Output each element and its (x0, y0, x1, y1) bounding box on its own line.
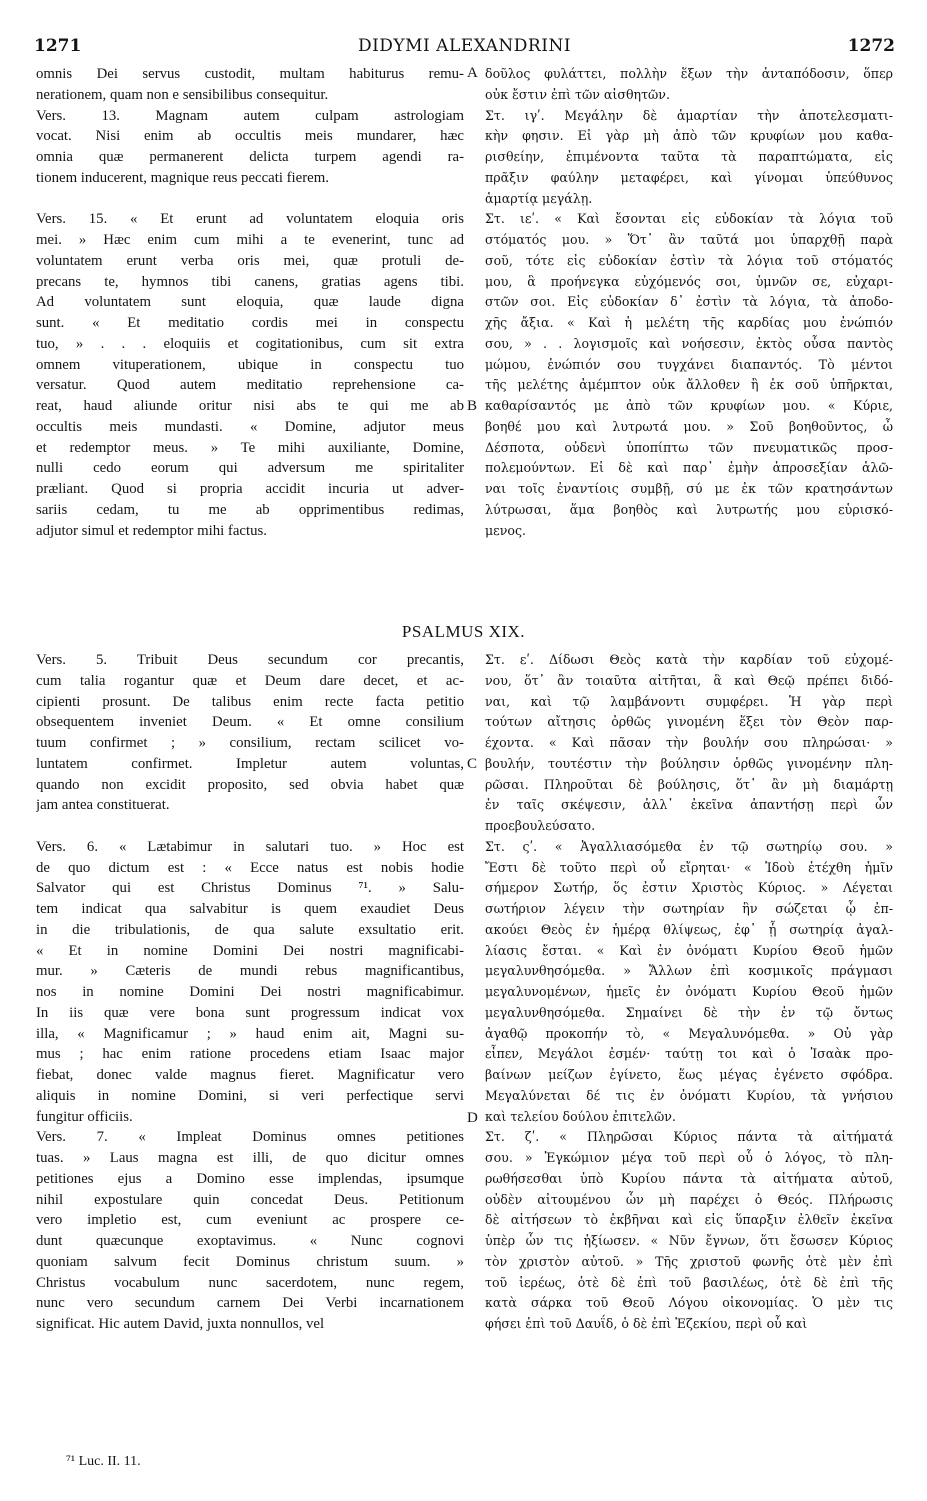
text-line: nerationem, quam non e sensibilibus consequitur. (36, 86, 329, 103)
margin-letter-d: D (467, 1110, 478, 1126)
text-line: luntatem confirmet. Impletur autem voluntas, (36, 755, 464, 772)
text-line: jam antea constituerat. (36, 797, 170, 814)
text-line: occultis meis mundasti. « Domine, adjutor meus (36, 418, 464, 435)
text-line: δοῦλος φυλάττει, πολλὴν ἕξων τὴν ἀνταπόδοσιν, ὅπερ (485, 66, 893, 81)
text-line: Στ. ςʹ. « Ἀγαλλιασόμεθα ἐν τῷ σωτηρίῳ σου. » (485, 838, 893, 854)
text-line: quando non excidit proposito, sed obvia habet quæ (36, 776, 464, 793)
text-line: λίασις ἔσται. « Καὶ ἐν ὀνόματι Κυρίου Θεοῦ ἡμῶν (485, 942, 893, 958)
text-line: σήμερον Σωτήρ, ὅς ἐστιν Χριστὸς Κύριος. » Λέγεται (485, 880, 893, 896)
text-line: In iis quæ vere bona sunt progressum indicat vox (36, 1004, 464, 1021)
text-line: « Et in nomine Domini Dei nostri magnificabi- (36, 942, 464, 959)
text-line: illa, « Magnificamur ; » haud enim ait, Magni su- (36, 1025, 464, 1042)
text-line: τούτων αἴτησις ὀρθῶς γινομένη ἕξει τὸν Θεὸν παρ- (485, 714, 893, 730)
text-line: nulli cedo eorum qui adversum me spiritaliter (36, 460, 464, 477)
text-line: φήσει ἐπὶ τοῦ Δαυΐδ, ὁ δὲ ἐπὶ Ἐζεκίου, περὶ οὗ καὶ (485, 1316, 808, 1331)
text-line: εἶπεν, Μεγάλοι ἐσμέν· ταύτῃ τοι καὶ ὁ Ἰσαὰκ προ- (485, 1046, 893, 1062)
text-line: ρισθείην, ἐπιμένοντα ταῦτα τὰ παραπτώματα, εἰς (485, 149, 893, 164)
text-line: petitiones ejus a Domino esse implendas, ipsumque (36, 1170, 464, 1187)
text-line: significat. Hic autem David, juxta nonnullos, vel (36, 1316, 325, 1332)
text-line: Ἔστι δὲ τοῦτο περὶ οὗ εἴρηται· « Ἰδοὺ ἐτέχθη ἡμῖν (485, 859, 893, 875)
text-line: sariis cedam, tu me ab opprimentibus redimas, (36, 501, 464, 518)
text-line: Ad voluntatem sunt eloquia, quæ laude digna (36, 294, 464, 311)
text-line (36, 816, 464, 837)
greek-column-bottom (485, 650, 893, 1335)
text-line: fiebat, donec valde magnus fieret. Magnificatur vero (36, 1067, 464, 1083)
text-line: Vers. 5. Tribuit Deus secundum cor precantis, (36, 652, 464, 668)
text-line: fungitur officiis. (36, 1108, 133, 1125)
text-line: omnis Dei servus custodit, multam habiturus remu- (36, 66, 464, 82)
text-line: ναι, καὶ τῷ λαμβάνοντι συμφέρει. Ἡ γὰρ περὶ (485, 693, 893, 709)
margin-letter-b: B (467, 398, 478, 414)
text-line: Στ. ιεʹ. « Καὶ ἔσονται εἰς εὐδοκίαν τὰ λόγια τοῦ (485, 211, 893, 227)
text-line: nos in nomine Domini Dei nostri magnificabimur. (36, 984, 464, 1000)
text-line: νου, ὅτ᾽ ἂν τοιαῦτα αἰτῆται, ἃ καὶ Θεῷ πρέπει διδό- (485, 672, 893, 688)
text-line: omnia quæ permanerent delicta turpem agendi ra- (36, 149, 464, 165)
text-line: καθαρίσαντός με ἀπὸ τῶν κρυφίων μου. « Κύριε, (485, 398, 893, 413)
text-line: σοῦ, τότε εἰς εὐδοκίαν ἐστὶν τὰ λόγια τοῦ στόματός (485, 252, 893, 268)
text-line: στῶν σοι. Εἰς εὐδοκίαν δ᾽ ἐστὶν τὰ λόγια, τὰ ἀποδο- (485, 294, 893, 310)
text-line: ακούει Θεὸς ἐν ἡμέρᾳ θλίψεως, ἐφ᾽ ᾗ σωτηρίᾳ ἀγαλ- (485, 921, 893, 937)
text-line: μενος. (485, 522, 527, 538)
page-number-left: 1271 (34, 36, 82, 56)
text-line: ρῶσαι. Πληροῦται δὲ βούλησις, ὅτ᾽ ἂν μὴ διαμάρτῃ (485, 776, 893, 792)
text-line: βαίνων μείζων ἐγίνετο, ἕως μέγας ἐγένετο σφόδρα. (485, 1067, 893, 1082)
margin-letter-c: C (467, 756, 478, 772)
text-line: Δέσποτα, οὐδενὶ ὑποπίπτω τῶν πνευματικῶς προσ- (485, 439, 893, 455)
text-line: cipienti prosunt. De talibus enim recte facta petitio (36, 693, 464, 710)
text-line: mur. » Cæteris de mundi rebus magnificantibus, (36, 963, 464, 980)
footnote: ⁷¹ Luc. II. 11. (66, 1454, 141, 1469)
text-line: οὐδὲν αἰτουμένου ὧν μὴ παρέχει ὁ Θεός. Πλήρωσις (485, 1191, 893, 1207)
text-line: præliant. Quod si propria accidit incuria ut adver- (36, 481, 464, 497)
latin-column-top (36, 64, 464, 541)
text-line: vero impletio est, cum eveniunt ac prospere ce- (36, 1212, 464, 1229)
text-line: mei. » Hæc enim cum mihi a te evenerint, tunc ad (36, 232, 464, 248)
text-line: σωτήριον λέγειν τὴν σωτηρίαν ἣν σώζεται ᾧ ἐπ- (485, 901, 893, 916)
text-line: versatur. Quod autem meditatio reprehensione ca- (36, 377, 464, 394)
greek-column-top (485, 64, 893, 541)
text-line: κατὰ σάρκα τοῦ Θεοῦ Λόγου οἰκονομίας. Ὁ μὲν τις (485, 1295, 893, 1311)
text-line: τὸν χριστὸν αὐτοῦ. » Τῆς χριστοῦ φωνῆς ὁτὲ μὲν ἐπὶ (485, 1253, 893, 1269)
text-line: Vers. 7. « Impleat Dominus omnes petitiones (36, 1129, 464, 1146)
text-line: μώμου, ἐνώπιόν σου τυγχάνει διαπαντός. Τὸ μέντοι (485, 356, 893, 372)
text-line: δὲ αἰτήσεων τὸ ἐκβῆναι καὶ εἰς ὕπαρξιν ἐλθεῖν ἐκεῖνα (485, 1212, 893, 1228)
text-line: nunc vero secundum carnem Dei Verbi incarnationem (36, 1295, 464, 1312)
text-line: obsequentem inveniet Deum. « Et omne consilium (36, 714, 464, 731)
section-title: PSALMUS XIX. (401, 622, 526, 641)
text-line: in die tribulationis, de qua salute exsultatio erit. (36, 921, 464, 938)
text-line: tem indicat qua salvabitur is quem exaudiet Deus (36, 901, 464, 917)
text-line: πρᾶξιν φαύλην μεταφέρει, καὶ γίνομαι ὑπεύθυνος (485, 169, 893, 185)
text-line: καὶ τελείου δούλου ἐπιτελῶν. (485, 1108, 676, 1124)
text-line: σου. » Ἐγκώμιον μέγα τοῦ περὶ οὗ ὁ λόγος, τὸ πλη- (485, 1150, 893, 1165)
text-line: προεβουλεύσατο. (485, 818, 596, 833)
text-line: ἁμαρτίᾳ μεγάλῃ. (485, 190, 593, 206)
running-title: DIDYMI ALEXANDRINI (357, 36, 572, 56)
text-line: στόματός μου. » Ὅτ᾽ ἂν ταῦτά μοι ὑπαρχθῇ παρὰ (485, 232, 893, 247)
text-line: dunt quæcunque exoptavimus. « Nunc cognovi (36, 1233, 464, 1249)
page-header (34, 36, 895, 58)
text-line: Christus vocabulum nunc sacerdotem, nunc regem, (36, 1274, 464, 1291)
text-line: reat, haud aliunde oritur nisi abs te qui me ab (36, 398, 464, 414)
margin-letter-a: A (467, 65, 478, 81)
text-line: μου, ἃ προήνεγκα εὐχόμενός σοι, ὑμνῶν σε, εὐχαρι- (485, 273, 893, 289)
text-line: ὑπὲρ ὧν τις ἠξίωσεν. « Νῦν ἔγνων, ὅτι ἔσωσεν Κύριος (485, 1233, 893, 1248)
text-line: βοηθέ μου καὶ λυτρωτά μου. » Σοῦ βοηθοῦντος, ὦ (485, 418, 893, 434)
text-line: tuas. » Laus magna est illi, de quo dicitur omnes (36, 1150, 464, 1166)
text-line: ναι τοῖς ἐναντίοις συμβῇ, σύ με ἐκ τῶν κρατησάντων (485, 481, 893, 496)
text-line: Στ. εʹ. Δίδωσι Θεὸς κατὰ τὴν καρδίαν τοῦ εὐχομέ- (485, 652, 893, 667)
text-line: et redemptor meus. » Te mihi auxiliante, Domine, (36, 439, 464, 456)
text-line: sunt. « Et meditatio cordis mei in conspectu (36, 315, 464, 331)
text-line: tionem inducerent, magnique reus peccati fierem. (36, 169, 329, 186)
text-line: Μεγαλύνεται δέ τις ἐν ὀνόματι Κυρίου, τὰ γνήσιου (485, 1087, 893, 1103)
text-line: mus ; hac enim ratione procedens etiam Isaac major (36, 1046, 464, 1063)
text-line: Στ. ζʹ. « Πληρῶσαι Κύριος πάντα τὰ αἰτήματά (485, 1129, 893, 1145)
text-line: de quo dictum est : « Ecce natus est nobis hodie (36, 859, 464, 876)
text-line (36, 189, 464, 210)
text-line: τοῦ ἱερέως, ὁτὲ δὲ ἐπὶ τοῦ βασιλέως, ὁτὲ δὲ ἐπὶ τῆς (485, 1274, 893, 1290)
text-line: tuum confirmet ; » consilium, rectam scilicet vo- (36, 735, 464, 751)
text-line: λύτρωσαι, ἅμα βοηθὸς καὶ λυτρωτής μου εὑρισκό- (485, 501, 893, 517)
text-line: σου, » . . λογισμοῖς καὶ νοήσεσιν, ἐκτὸς οὖσα παντὸς (485, 335, 893, 351)
text-line: Salvator qui est Christus Dominus ⁷¹. » Salu- (36, 880, 464, 897)
text-line: aliquis in nomine Domini, si veri perfectique servi (36, 1087, 464, 1104)
text-line: πολεμούντων. Εἰ δὲ καὶ παρ᾽ ἐμὴν ἀπροσεξίαν ἁλῶ- (485, 460, 893, 476)
text-line: cum talia rogantur quæ et Deum dare decet, et ac- (36, 672, 464, 689)
text-line: voluntatem erunt verba oris mei, quæ protuli de- (36, 252, 464, 269)
text-line: ἀγαθῷ προκοπήν τὸ, « Μεγαλυνόμεθα. » Οὐ γὰρ (485, 1025, 893, 1041)
text-line: precans te, hymnos tibi canens, gratias agens tibi. (36, 273, 464, 290)
text-line: ἐν ταῖς σκέψεσιν, ἀλλ᾽ ἐκεῖνα ἀπαντήσῃ περὶ ὧν (485, 797, 893, 813)
text-line: Vers. 13. Magnam autem culpam astrologiam (36, 107, 464, 124)
text-line: tuo, » . . . eloquiis et cogitationibus, cum sit extra (36, 335, 464, 352)
text-line: οὐκ ἔστιν ἐπὶ τῶν αἰσθητῶν. (485, 86, 670, 102)
text-line: vocat. Nisi enim ab occultis meis mundarer, hæc (36, 128, 464, 145)
text-line: μεγαλυνθησόμεθα. Σημαίνει δὲ τὴν ἐν τῷ ὄντως (485, 1004, 893, 1020)
text-line: omnem vituperationem, ubique in conspectu tuo (36, 356, 464, 373)
text-line: Στ. ιγʹ. Μεγάλην δὲ ἁμαρτίαν τὴν ἀποτελεσματι- (485, 107, 893, 123)
text-line: quoniam salvum fecit Dominus christum suum. » (36, 1253, 464, 1270)
text-line: μεγαλυνθησόμεθα. » Ἄλλων ἐπὶ κοσμικοῖς πράγμασι (485, 963, 893, 979)
text-line: κὴν φησιν. Εἰ γὰρ μὴ ἀπὸ τῶν κρυφίων μου καθα- (485, 128, 893, 144)
text-line: βουλήν, τουτέστιν τὴν βούλησιν ὀρθῶς γινομένην πλη- (485, 755, 893, 771)
latin-column-bottom (36, 650, 464, 1335)
text-line: adjutor simul et redemptor mihi factus. (36, 522, 267, 539)
text-line: ρωθήσεσθαι ὑπὸ Κυρίου πάντα τὰ αἰτήματα αὐτοῦ, (485, 1170, 893, 1186)
page-number-right: 1272 (847, 36, 895, 56)
text-line: τῆς μελέτης ἀμέμπτον οὐκ ἄλλοθεν ἢ ἐκ σοῦ ὑπῆρκται, (485, 377, 893, 393)
text-line: έχοντα. « Καὶ πᾶσαν τὴν βουλήν σου πληρώσαι· » (485, 735, 893, 750)
text-line: χῆς ἄξια. « Καὶ ἡ μελέτη τῆς καρδίας μου ἐνώπιόν (485, 315, 893, 330)
text-line: Vers. 6. « Lætabimur in salutari tuo. » Hoc est (36, 838, 464, 855)
text-line: Vers. 15. « Et erunt ad voluntatem eloquia oris (36, 211, 464, 228)
text-line: μεγαλυνομένων, ἡμεῖς ἐν ὀνόματι Κυρίου Θεοῦ ἡμῶν (485, 984, 893, 999)
text-line: nihil expostulare quin concedat Deus. Petitionum (36, 1191, 464, 1208)
